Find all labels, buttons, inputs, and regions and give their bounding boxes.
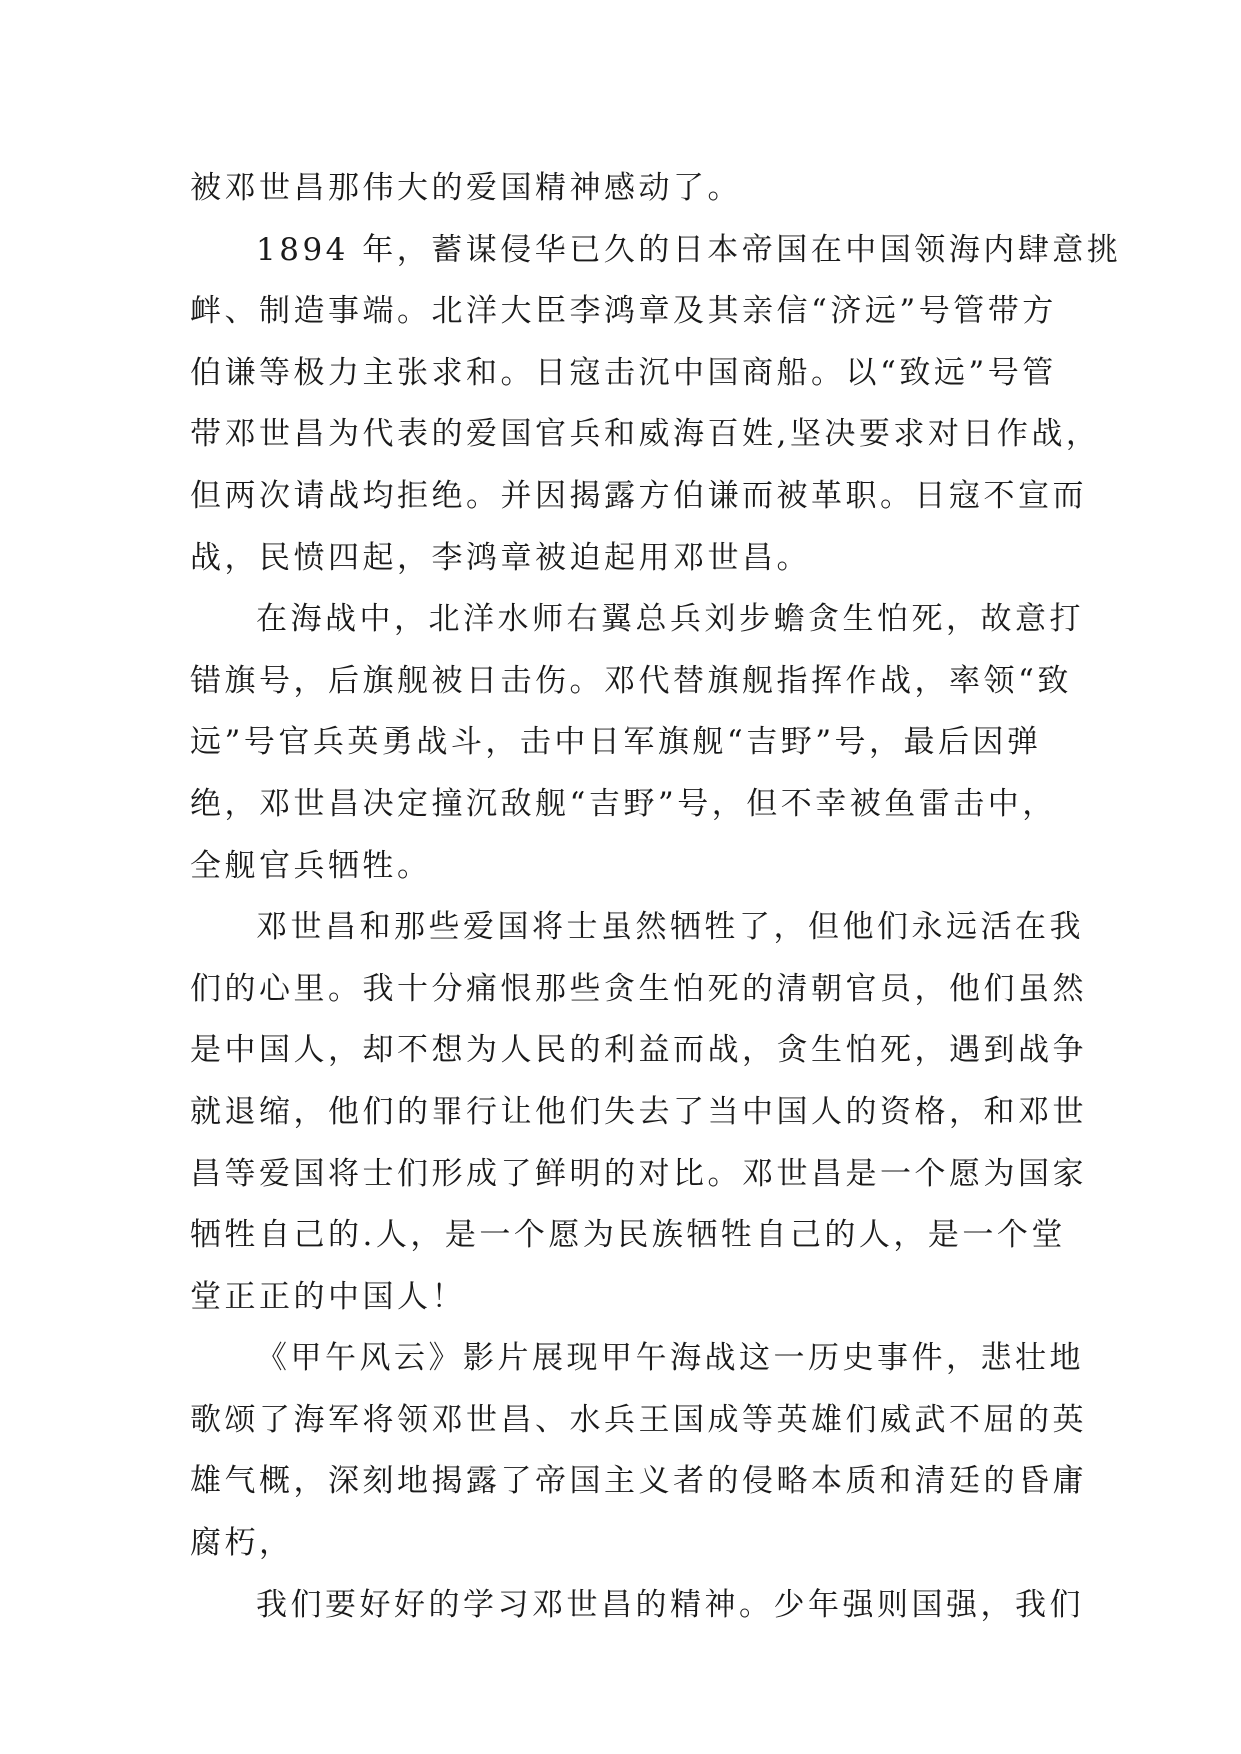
text-line: 衅、制造事端。北洋大臣李鸿章及其亲信“济远”号管带方	[190, 293, 1057, 330]
paragraph-first-line: 《甲午风云》影片展现甲午海战这一历史事件，悲壮地	[256, 1340, 1084, 1377]
text-line: 们的心里。我十分痛恨那些贪生怕死的清朝官员，他们虽然	[190, 970, 1087, 1007]
text-line: 是中国人，却不想为人民的利益而战，贪生怕死，遇到战争	[190, 1032, 1087, 1069]
document-body	[190, 158, 1122, 1636]
text-line: 就退缩，他们的罪行让他们失去了当中国人的资格，和邓世	[190, 1093, 1087, 1130]
text-line: 雄气概，深刻地揭露了帝国主义者的侵略本质和清廷的昏庸	[190, 1463, 1087, 1500]
text-line: 牺牲自己的.人，是一个愿为民族牺牲自己的人，是一个堂	[190, 1217, 1066, 1254]
paragraph-first-line: 在海战中，北洋水师右翼总兵刘步蟾贪生怕死，故意打	[256, 601, 1084, 638]
text-line: 被邓世昌那伟大的爱国精神感动了。	[190, 170, 742, 206]
text-line: 伯谦等极力主张求和。日寇击沉中国商船。以“致远”号管	[190, 354, 1057, 391]
text-line: 全舰官兵牺牲。	[190, 847, 432, 884]
text-line: 但两次请战均拒绝。并因揭露方伯谦而被革职。日寇不宣而	[190, 477, 1087, 514]
text-line: 带邓世昌为代表的爱国官兵和威海百姓,坚决要求对日作战，	[190, 416, 1101, 453]
text-line: 堂正正的中国人！	[190, 1278, 466, 1315]
text-line: 远”号官兵英勇战斗，击中日军旗舰“吉野”号，最后因弹	[190, 724, 1042, 761]
text-line: 错旗号，后旗舰被日击伤。邓代替旗舰指挥作战，率领“致	[190, 662, 1072, 699]
paragraph-first-line: 1894 年，蓄谋侵华已久的日本帝国在中国领海内肆意挑	[256, 231, 1122, 268]
paragraph-first-line: 邓世昌和那些爱国将士虽然牺牲了，但他们永远活在我	[256, 909, 1084, 946]
paragraph-first-line: 我们要好好的学习邓世昌的精神。少年强则国强，我们	[256, 1586, 1084, 1623]
text-line: 昌等爱国将士们形成了鲜明的对比。邓世昌是一个愿为国家	[190, 1155, 1087, 1192]
text-line: 腐朽，	[190, 1525, 294, 1562]
text-line: 战，民愤四起，李鸿章被迫起用邓世昌。	[190, 539, 811, 576]
text-line: 绝，邓世昌决定撞沉敌舰“吉野”号，但不幸被鱼雷击中，	[190, 785, 1057, 822]
text-line: 歌颂了海军将领邓世昌、水兵王国成等英雄们威武不屈的英	[190, 1401, 1087, 1438]
